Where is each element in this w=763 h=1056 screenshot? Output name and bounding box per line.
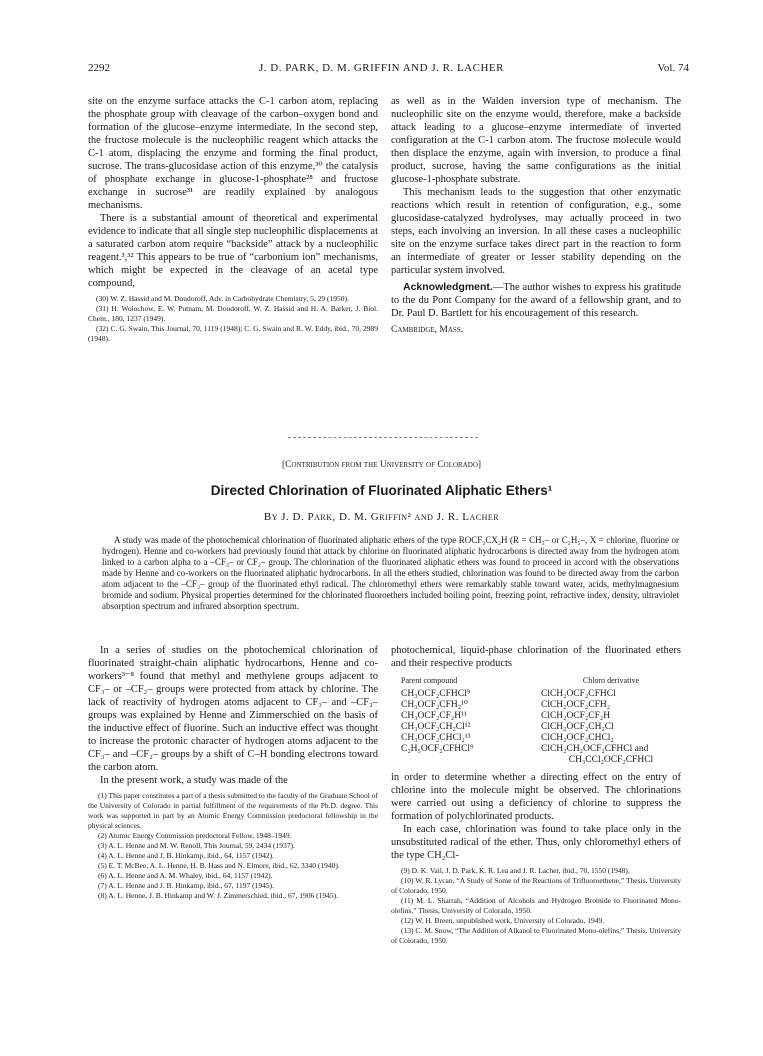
footnotes — [391, 866, 681, 946]
paragraph: This mechanism leads to the suggestion that other enzymatic reactions which result in retention of configuration, e.g., some glucosidase-catalyzed hydrolyses, may actually proceed in two steps, each involving an inversion. In all these cases a nucleophilic site on the enzyme surface takes direct part in the reaction to form an intermediate of greater or lesser stability depending on the particular system involved. — [391, 187, 681, 276]
parent-compound: CH₃OCF₂CFHCl⁹ — [401, 689, 471, 699]
paragraph: In a series of studies on the photochemical chlorination of fluorinated straight-chain aliphatic hydrocarbons, Henne and co-workers³⁻⁸ found that methyl and methylene groups adjacent to CF₃– or –CF₂– groups were protected from attack by chlorine. The lack of reactivity of hydrogen atoms adjacent to CF₃– and –CF₂– groups was explained by Henne and Zimmerschied on the basis of the inductive effect of fluorine. Such an inductive effect was thought to increase the protonic character of hydrogen atoms adjacent to the CF₃– and –CF₂– groups by a shift of C–H bonding electrons toward the carbon atom. — [88, 645, 378, 773]
table-row — [401, 722, 681, 733]
footnote: (1) This paper constitutes a part of a thesis submitted to the faculty of the Graduate School of the University of Colorado in partial fulfillment of the requirements of the Ph.D. degree. This work was supported in part by an Atomic Energy Commission predoctoral fellowship in the physical sciences. — [88, 791, 378, 830]
chloro-derivative: CH₃CCl₂OCF₂CFHCl — [568, 755, 654, 765]
table-row — [401, 733, 681, 744]
footnotes — [88, 294, 378, 344]
table-row — [401, 700, 681, 711]
paragraph: site on the enzyme surface attacks the C-1 carbon atom, replacing the phosphate group with cleavage of the carbon–oxygen bond and formation of the glucose–enzyme intermediate. In the second step, the fructose molecule is the nucleophilic reagent which attacks the C-1 atom, displacing the enzyme and forming the final product, sucrose. The trans-glucosidase action of this enzyme,³⁰ the catalysis of phosphate exchange in glucose-1-phosphate²⁸ and fructose exchange in sucrose³¹ are readily explained by analogous mechanisms. — [88, 96, 378, 211]
footnote: (31) H. Wolochow, E. W. Putnam, M. Doudoroff, W. Z. Hassid and H. A. Barker, J. Biol. Chem., 180, 1237 (1949). — [88, 304, 378, 323]
chloro-derivative: ClCH₂CH₂OCF₂CFHCl and — [541, 744, 649, 754]
footnote: (7) A. L. Henne and J. B. Hinkamp, ibid., 67, 1197 (1945). — [98, 881, 274, 890]
page-number: 2292 — [88, 62, 110, 74]
paragraph: There is a substantial amount of theoretical and experimental evidence to indicate that all single step nucleophilic displacements at a saturated carbon atom require “backside” attack by a nucleophilic reagent.³,³² This appears to be true of “carbonium ion” mechanisms, which might be expected in the cleavage of an acetal type compound, — [88, 213, 378, 289]
paragraph: as well as in the Walden inversion type of mechanism. The nucleophilic site on the enzyme would, therefore, make a backside attack leading to a glucose–enzyme intermediate of inverted configuration at the C-1 carbon atom. The fructose molecule would then displace the enzyme, again with inversion, to produce a final product, sucrose, having the same configurations as the initial glucose-1-phosphate substrate. — [391, 96, 681, 185]
footnote: (3) A. L. Henne and M. W. Renoll, This Journal, 59, 2434 (1937). — [98, 841, 295, 850]
paragraph: photochemical, liquid-phase chlorination of the fluorinated ethers and their respective products — [391, 645, 681, 669]
contribution-line: [Contribution from the University of Colorado] — [281, 460, 482, 470]
table-row — [401, 711, 681, 722]
footnote: (11) M. L. Sharrah, “Addition of Alcohols and Hydrogen Bromide to Fluorinated Mono-olefins,” Thesis, University of Colorado, 1950. — [391, 896, 681, 915]
table-row — [401, 755, 681, 766]
bottom-right-column — [391, 644, 681, 946]
table-header-row — [401, 675, 681, 689]
footnote: (10) W. R. Lycan, “A Study of Some of the Reactions of Trifluoroethene,” Thesis, University of Colorado, 1950. — [391, 876, 681, 895]
article-byline: By J. D. Park, D. M. Griffin² and J. R. Lacher — [263, 511, 500, 523]
footnote: (30) W. Z. Hassid and M. Doudoroff, Adv. in Carbohydrate Chemistry, 5, 29 (1950). — [96, 294, 349, 303]
parent-compound: CH₃OCF₂CFH₂¹⁰ — [401, 700, 468, 710]
table-header-chloro: Chloro derivative — [582, 676, 640, 685]
footnote: (12) W. H. Breen, unpublished work, University of Colorado, 1949. — [401, 916, 605, 925]
article-title: Directed Chlorination of Fluorinated Aliphatic Ethers¹ — [210, 483, 553, 498]
bottom-left-column — [88, 644, 378, 901]
parent-compound: CH₃OCF₂CF₂H¹¹ — [401, 711, 467, 721]
acknowledgment-text: —The author wishes to express his gratitude to the du Pont Company for the award of a fellowship grant, and to Dr. Paul D. Bartlett for his encouragement of this research. — [391, 282, 681, 319]
parent-compound: CH₃OCF₂CH₂Cl¹² — [401, 722, 471, 732]
abstract: A study was made of the photochemical chlorination of fluorinated aliphatic ethers of the type ROCF₂CX₂H (R = CH₃– or C₂H₅–, X = chlorine, fluorine or hydrogen). Henne and co-workers had previously found that attack by chlorine on fluorinated aliphatic hydrocarbons is directed away from the hydrogen atom linked to a carbon alpha to a –CF₃– or CF₂– group. The chlorination of the fluorinated aliphatic ethers was found to proceed in accord with the observations made by Henne and co-workers on the fluorinated aliphatic hydrocarbons. In all the ethers studied, chlorination was found to be directed away from the carbon atom adjacent to the –CF₂– group of the fluorinated ethyl radical. The chloromethyl ethers were remarkably stable toward water, acids, methylmagnesium bromide and sodium. Physical properties determined for the chlorinated fluoroethers included boiling point, freezing point, refractive index, density, ultraviolet absorption spectrum and infrared absorption spectrum. — [102, 535, 679, 611]
chloro-derivative: ClCH₂OCF₂CFH₂ — [541, 700, 611, 710]
chloro-derivative: ClCH₂OCF₂CFHCl — [541, 689, 616, 699]
footnote: (4) A. L. Henne and J. B. Hinkamp, ibid., 64, 1157 (1942). — [98, 851, 274, 860]
footnote: (2) Atomic Energy Commission predoctoral Fellow, 1948–1949. — [98, 831, 292, 840]
article-separator — [288, 437, 478, 438]
chloro-derivative: ClCH₂OCF₂CH₂Cl — [541, 722, 614, 732]
volume-number: Vol. 74 — [657, 62, 689, 74]
compound-table — [401, 675, 681, 766]
table-row — [401, 689, 681, 700]
footnote: (8) A. L. Henne, J. B. Hinkamp and W. J. Zimmerschied, ibid., 67, 1906 (1945). — [98, 891, 338, 900]
top-right-column — [391, 95, 681, 337]
top-left-column — [88, 95, 378, 344]
chloro-derivative: ClCH₂OCF₂CF₂H — [541, 711, 611, 721]
table-row — [401, 744, 681, 755]
footnote: (6) A. L. Henne and A. M. Whaley, ibid., 64, 1157 (1942). — [98, 871, 273, 880]
author-location: Cambridge, Mass. — [391, 325, 464, 335]
paragraph: In the present work, a study was made of the — [100, 775, 288, 786]
running-header — [0, 62, 763, 80]
paragraph: in order to determine whether a directing effect on the entry of chlorine into the molecule might be observed. The chlorinations were carried out using a deficiency of chlorine to suppress the formation of polychlorinated products. — [391, 772, 681, 822]
parent-compound — [401, 755, 541, 766]
footnote: (5) E. T. McBee, A. L. Henne, H. B. Hass and N. Elmore, ibid., 62, 3340 (1940). — [98, 861, 340, 870]
running-authors: J. D. PARK, D. M. GRIFFIN AND J. R. LACHER — [259, 62, 504, 74]
footnote: (9) D. K. Vail, J. D. Park, K. R. Lea and J. R. Lacher, ibid., 70, 1550 (1948). — [401, 866, 630, 875]
parent-compound: C₂H₅OCF₂CFHCl⁹ — [401, 744, 474, 754]
parent-compound: CH₃OCF₂CHCl₂¹³ — [401, 733, 471, 743]
table-header-parent: Parent compound — [401, 676, 458, 685]
chloro-derivative: ClCH₂OCF₂CHCl₂ — [541, 733, 614, 743]
footnote: (32) C. G. Swain, This Journal, 70, 1119 (1948); C. G. Swain and R. W. Eddy, ibid., 70, 2989 (1948). — [88, 324, 378, 343]
footnotes — [88, 791, 378, 901]
footnote: (13) C. M. Snow, “The Addition of Alkanol to Fluorinated Mono-olefins,” Thesis, University of Colorado, 1950. — [391, 926, 681, 945]
acknowledgment — [391, 281, 681, 320]
acknowledgment-label: Acknowledgment. — [403, 281, 493, 293]
paragraph: In each case, chlorination was found to take place only in the unsubstituted radical of the ether. Thus, only chloromethyl ethers of the type CH₂Cl- — [391, 824, 681, 861]
